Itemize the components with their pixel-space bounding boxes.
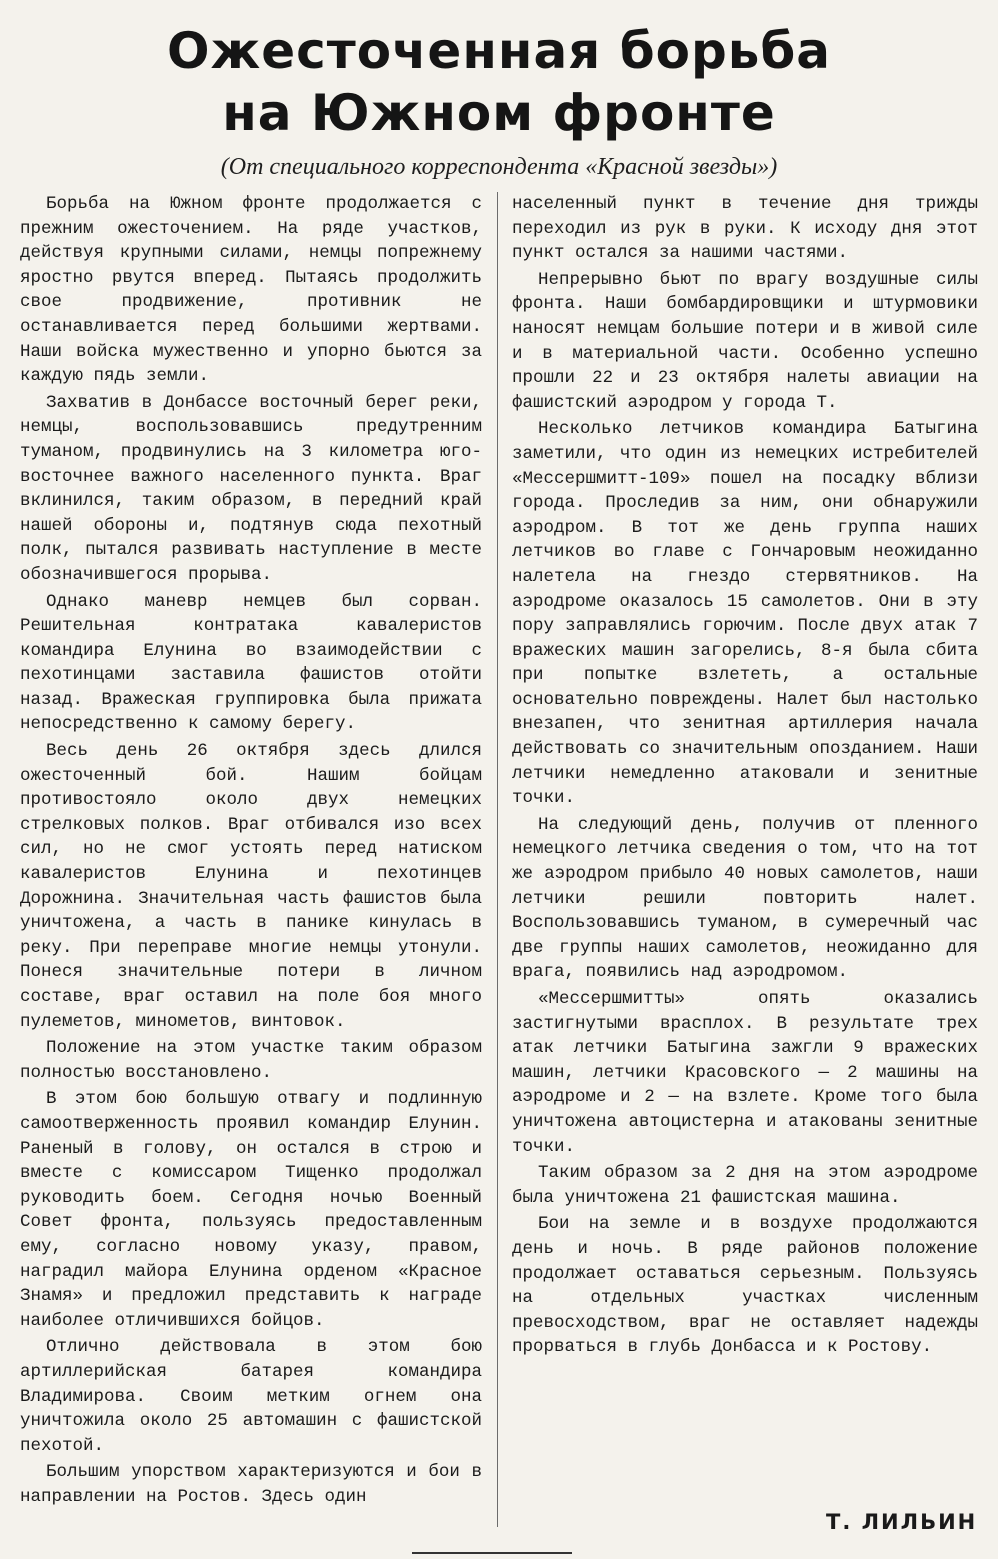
- author-signature: Т. ЛИЛЬИН: [826, 1510, 978, 1534]
- paragraph: Непрерывно бьют по врагу воздушные силы фронта. Наши бомбардировщики и штурмовики наносят немцам большие потери и в живой силе и в материальной части. Особенно успешно прошли 22 и 23 октября налеты авиации на фашистский аэродром у города Т.: [512, 269, 978, 413]
- headline-line-1: Ожесточенная борьба: [166, 22, 832, 80]
- paragraph: Таким образом за 2 дня на этом аэродроме была уничтожена 21 фашистская машина.: [512, 1163, 978, 1208]
- paragraph: Положение на этом участке таким образом полностью восстановлено.: [20, 1038, 482, 1083]
- article-byline: (От специального корреспондента «Красной звезды»): [220, 154, 778, 180]
- paragraph: В этом бою большую отвагу и подлинную самоотверженность проявил командир Елунин. Раненый в голову, он остался в строю и вместе с комиссаром Тищенко продолжал руководить боем. Сегодня ночью Военный Совет фронта, пользуясь предоставленным ему, согласно новому указу, правом, наградил майора Елунина орденом «Красное Знамя» и предложил представить к награде наиболее отличившихся бойцов.: [20, 1089, 482, 1331]
- paragraph: На следующий день, получив от пленного немецкого летчика сведения о том, что на тот же аэродром прибыло 40 новых самолетов, наши летчики решили повторить налет. Воспользовавшись туманом, в сумеречный час две группы наших самолетов, неожиданно для врага, появились над аэродромом.: [512, 814, 978, 983]
- paragraph: Весь день 26 октября здесь длился ожесточенный бой. Нашим бойцам противостояло около двух немецких стрелковых полков. Враг отбивался изо всех сил, но не смог устоять перед натиском кавалеристов Елунина и пехотинцев Дорожнина. Значительная часть фашистов была уничтожена, а часть в панике кинулась в реку. При переправе многие немцы утонули. Понеся значительные потери в личном составе, враг оставил на поле боя много пулеметов, минометов, винтовок.: [20, 741, 482, 1032]
- right-column: [512, 192, 978, 1360]
- headline-line-2: на Южном фронте: [222, 84, 776, 142]
- paragraph: «Мессершмитты» опять оказались застигнутыми врасплох. В результате трех атак летчики Батыгина зажгли 9 вражеских машин, летчики Красовского — 2 машины на аэродроме и 2 — на взлете. Кроме того была уничтожена автоцистерна и атакованы зенитные точки.: [512, 989, 978, 1157]
- left-column: [20, 192, 482, 1509]
- paragraph: Большим упорством характеризуются и бои в направлении на Ростов. Здесь один: [20, 1462, 482, 1507]
- paragraph-continuation: населенный пункт в течение дня трижды переходил из рук в руки. К исходу дня этот пункт остался за нашими частями.: [512, 194, 978, 264]
- article-headline: [0, 20, 998, 144]
- paragraph: Отлично действовала в этом бою артиллерийская батарея командира Владимирова. Своим метким огнем она уничтожила около 25 автомашин с фашистской пехотой.: [20, 1337, 482, 1456]
- paragraph: Бои на земле и в воздухе продолжаются день и ночь. В ряде районов положение продолжает оставаться серьезным. Пользуясь на отдельных участках численным превосходством, враг не оставляет надежды прорваться в глубь Донбасса и к Ростову.: [512, 1214, 978, 1358]
- paragraph: Однако маневр немцев был сорван. Решительная контратака кавалеристов командира Елунина во взаимодействии с пехотинцами заставила фашистов отойти назад. Вражеская группировка была прижата непосредственно к самому берегу.: [20, 591, 482, 735]
- column-divider: [497, 192, 498, 1527]
- bottom-divider: [412, 1552, 572, 1554]
- paragraph: Борьба на Южном фронте продолжается с прежним ожесточением. На ряде участков, действуя крупными силами, немцы попрежнему яростно рвутся вперед. Пытаясь продолжить свое продвижение, противник не останавливается перед большими жертвами. Наши войска мужественно и упорно бьются за каждую пядь земли.: [20, 194, 482, 387]
- paragraph: Захватив в Донбассе восточный берег реки, немцы, воспользовавшись предутренним туманом, продвинулись на 3 километра юго-восточнее важного населенного пункта. Враг вклинился, таким образом, в передний край нашей обороны и, подтянув сюда пехотный полк, пытался развивать наступление в месте обозначившегося прорыва.: [20, 392, 482, 585]
- paragraph: Несколько летчиков командира Батыгина заметили, что один из немецких истребителей «Мессершмитт-109» пошел на посадку вблизи города. Проследив за ним, они обнаружили аэродром. В тот же день группа наших летчиков во главе с Гончаровым неожиданно налетела на гнездо стервятников. На аэродроме оказалось 15 самолетов. Они в эту пору заправлялись горючим. После двух атак 7 вражеских машин загорелись, 8-я была сбита при попытке взлететь, а остальные основательно повреждены. Налет был настолько внезапен, что зенитная артиллерия начала действовать со значительным опозданием. Наши летчики немедленно атаковали и зенитные точки.: [512, 419, 978, 809]
